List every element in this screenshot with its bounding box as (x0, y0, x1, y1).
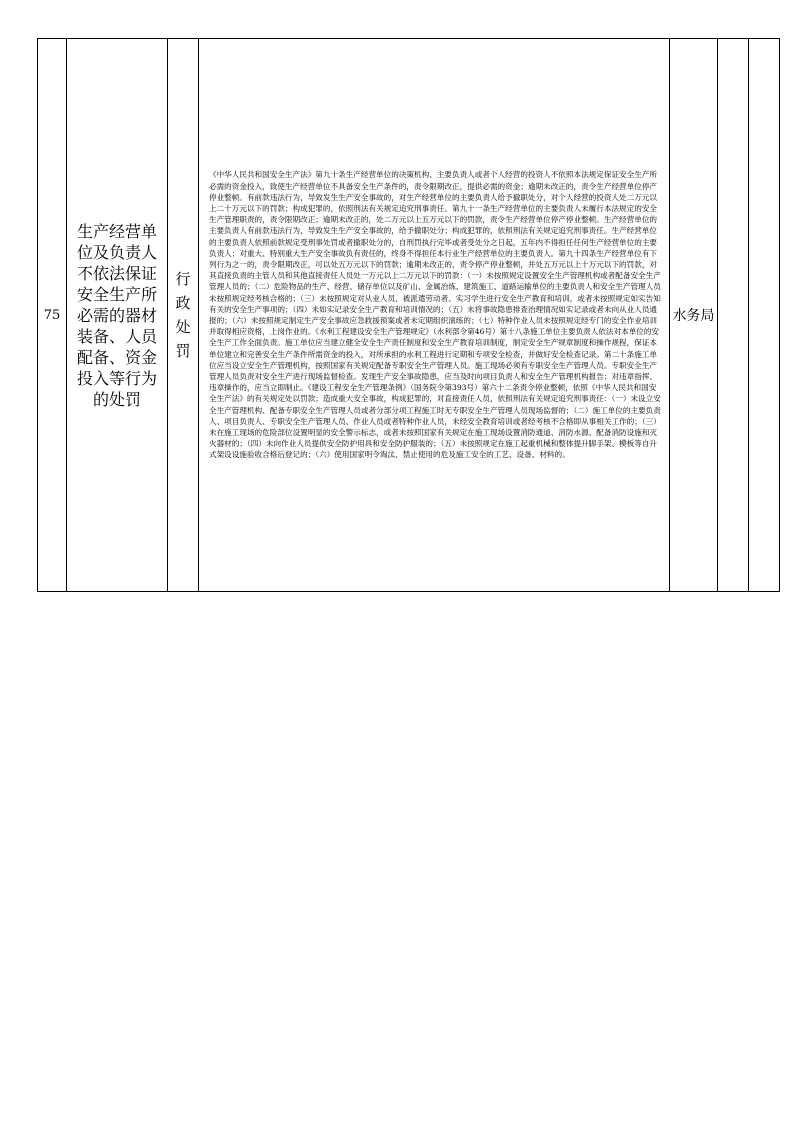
extra-cell-1 (718, 39, 749, 592)
power-list-sheet (37, 38, 715, 592)
item-name-cell: 生产经营单位及负责人不依法保证安全生产所必需的器材装备、人员配备、资金投入等行为的处罚 (67, 39, 168, 592)
extra-cell-2 (749, 39, 780, 592)
row-number-cell: 75 (38, 39, 67, 592)
legal-basis-text: 《中华人民共和国安全生产法》第九十条生产经营单位的决策机构、主要负责人或者个人经营的投资人不依照本法规定保证安全生产所必需的资金投入，致使生产经营单位不具备安全生产条件的，责令限期改正，提供必需的资金；逾期未改正的，责令生产经营单位停产停业整顿。有前款违法行为，导致发生生产安全事故的，对生产经营单位的主要负责人给予撤职处分，对个人经营的投资人处二万元以上二十万元以下的罚款；构成犯罪的，依照刑法有关规定追究刑事责任。第九十一条生产经营单位的主要负责人未履行本法规定的安全生产管理职责的，责令限期改正；逾期未改正的，处二万元以上五万元以下的罚款，责令生产经营单位停产停业整顿。生产经营单位的主要负责人有前款违法行为，导致发生生产安全事故的，给予撤职处分；构成犯罪的，依照刑法有关规定追究刑事责任。生产经营单位的主要负责人依照前款规定受刑事处罚或者撤职处分的，自刑罚执行完毕或者受处分之日起，五年内不得担任任何生产经营单位的主要负责人；对重大、特别重大生产安全事故负有责任的，终身不得担任本行业生产经营单位的主要负责人。第九十四条生产经营单位有下列行为之一的，责令限期改正，可以处五万元以下的罚款；逾期未改正的，责令停产停业整顿，并处五万元以上十万元以下的罚款，对其直接负责的主管人员和其他直接责任人员处一万元以上二万元以下的罚款：（一）未按照规定设置安全生产管理机构或者配备安全生产管理人员的；（二）危险物品的生产、经营、储存单位以及矿山、金属冶炼、建筑施工、道路运输单位的主要负责人和安全生产管理人员未按照规定经考核合格的；（三）未按照规定对从业人员、被派遣劳动者、实习学生进行安全生产教育和培训，或者未按照规定如实告知有关的安全生产事项的；（四）未如实记录安全生产教育和培训情况的；（五）未将事故隐患排查治理情况如实记录或者未向从业人员通报的；（六）未按照规定制定生产安全事故应急救援预案或者未定期组织演练的；（七）特种作业人员未按照规定经专门的安全作业培训并取得相应资格，上岗作业的。《水利工程建设安全生产管理规定》（水利部令第46号）第十八条施工单位主要负责人依法对本单位的安全生产工作全面负责。施工单位应当建立健全安全生产责任制度和安全生产教育培训制度，制定安全生产规章制度和操作规程，保证本单位建立和完善安全生产条件所需资金的投入，对所承担的水利工程进行定期和专项安全检查，并做好安全检查记录。第二十条施工单位应当设立安全生产管理机构，按照国家有关规定配备专职安全生产管理人员。施工现场必须有专职安全生产管理人员。专职安全生产管理人员负责对安全生产进行现场监督检查。发现生产安全事故隐患，应当及时向项目负责人和安全生产管理机构报告；对违章指挥、违章操作的，应当立即制止。《建设工程安全生产管理条例》（国务院令第393号）第六十二条责令停业整顿，依照《中华人民共和国安全生产法》的有关规定处以罚款；造成重大安全事故，构成犯罪的，对直接责任人员，依照刑法有关规定追究刑事责任：（一）未设立安全生产管理机构、配备专职安全生产管理人员或者分部分项工程施工时无专职安全生产管理人员现场监督的；（二）施工单位的主要负责人、项目负责人、专职安全生产管理人员、作业人员或者特种作业人员，未经安全教育培训或者经考核不合格即从事相关工作的；（三）未在施工现场的危险部位设置明显的安全警示标志，或者未按照国家有关规定在施工现场设置消防通道、消防水源、配备消防设施和灭火器材的；（四）未向作业人员提供安全防护用具和安全防护服装的；（五）未按照规定在施工起重机械和整体提升脚手架、模板等自升式架设设施验收合格后登记的；（六）使用国家明令淘汰、禁止使用的危及施工安全的工艺、设备、材料的。 (209, 170, 661, 460)
table-row (38, 39, 780, 592)
legal-basis-cell (199, 39, 670, 592)
power-type-text: 行政处罚 (175, 270, 191, 360)
power-list-table (37, 38, 780, 592)
power-type-cell (168, 39, 199, 592)
department-cell: 水务局 (670, 39, 718, 592)
